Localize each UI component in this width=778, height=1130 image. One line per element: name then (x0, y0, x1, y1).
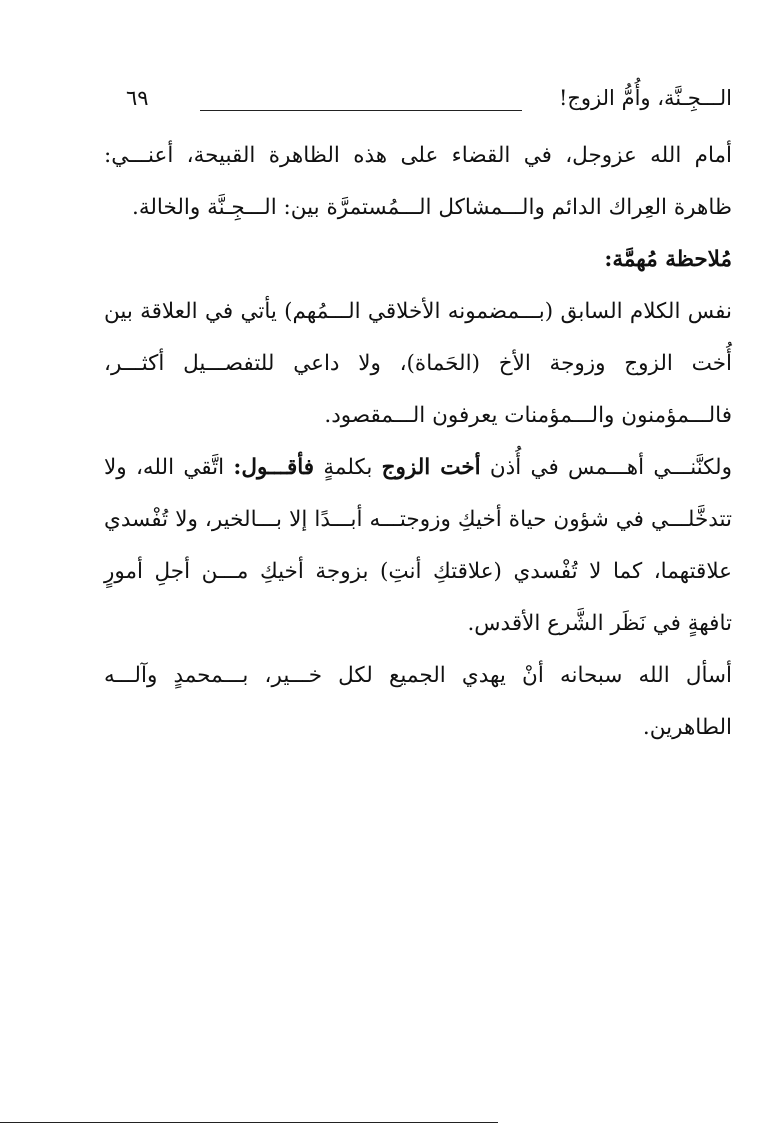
paragraph-closing: أسأل الله سبحانه أنْ يهدي الجميع لكل خـــير، بـــمحمدٍ وآلـــه الطاهرين. (104, 663, 732, 740)
body-text (104, 130, 732, 754)
advice-text-start: ولكنَّنـــي أهـــمس في أُذن (480, 455, 732, 480)
emphasis-sister-in-law: أخت الزوج (381, 455, 481, 480)
header-title: الـــجِـنَّة، وأُمُّ الزوج! (558, 86, 732, 110)
paragraph-intro: أمام الله عزوجل، في القضاء على هذه الظاهرة القبيحة، أعنـــي: ظاهرة العِراك الدائم والـــمشاكل الـــمُستمرَّة بين: الـــجِـنَّة والخالة. (104, 143, 732, 220)
running-header (112, 86, 732, 126)
paragraph-note: نفس الكلام السابق (بـــمضمونه الأخلاقي الـــمُهم) يأتي في العلاقة بين أُخت الزوج وزوجة الأخ (الحَماة)، ولا داعي للتفصـــيل أكثـــر، فالـــمؤمنون والـــمؤمنات يعرفون الـــمقصود. (104, 299, 732, 428)
advice-text-middle: بكلمةٍ (314, 455, 382, 480)
footer-rule (0, 1122, 498, 1123)
page-number: ٦٩ (126, 86, 149, 110)
advice-text-end: اتَّقي الله، ولا تتدخَّلـــي في شؤون حياة أخيكِ وزوجتـــه أبـــدًا إلا بـــالخير، ولا تُفْسدي علاقتهما، كما لا تُفْسدي (علاقتكِ أنتِ) بزوجة أخيكِ مـــن أجلِ أمورٍ تافهةٍ في نَظَر الشَّرع الأقدس. (104, 455, 732, 636)
header-rule (200, 110, 522, 111)
emphasis-i-say: فأقـــول: (233, 455, 315, 480)
section-heading: مُلاحظة مُهمَّة: (604, 247, 732, 272)
paragraph-advice (104, 442, 732, 650)
